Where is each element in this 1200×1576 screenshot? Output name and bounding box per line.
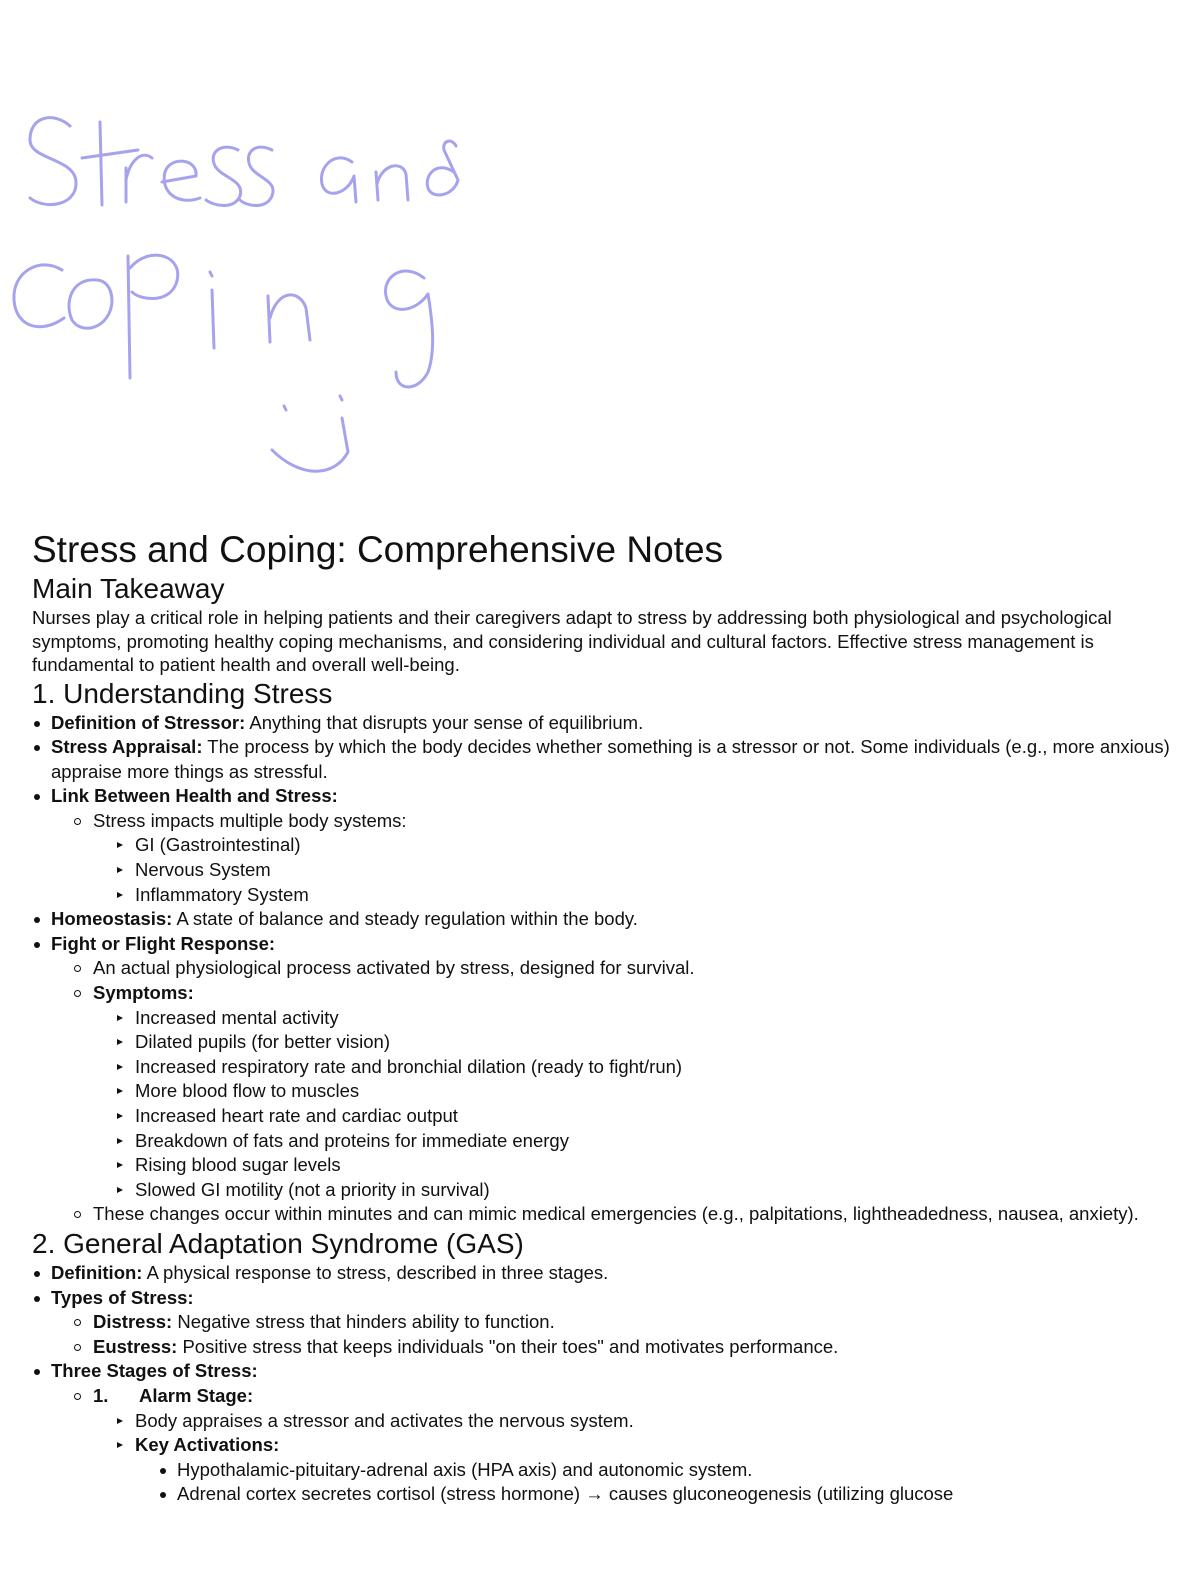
list-item [32, 735, 1172, 784]
types-label: Types of Stress: [51, 1286, 194, 1308]
list-item [32, 1359, 1172, 1507]
stressor-label: Definition of Stressor: [51, 711, 246, 733]
list-item [74, 1384, 1172, 1507]
document-title: Stress and Coping: Comprehensive Notes [32, 529, 724, 570]
symptoms-label: Symptoms: [93, 982, 194, 1004]
list-item [32, 932, 1172, 1227]
alarm-number: 1. [93, 1384, 109, 1406]
symptom-item: Breakdown of fats and proteins for immediate energy [116, 1129, 1172, 1154]
list-item [74, 809, 1172, 907]
list-item [74, 1335, 1172, 1360]
alarm-desc: Body appraises a stressor and activates the nervous system. [116, 1409, 1172, 1434]
appraisal-text: The process by which the body decides whether something is a stressor or not. Some individuals (e.g., more anxious) appraise more things as stressful. [51, 736, 1170, 782]
list-item [32, 784, 1172, 907]
handwritten-title-drawing [0, 0, 520, 500]
document-content [32, 528, 1172, 1507]
symptom-item: Increased heart rate and cardiac output [116, 1104, 1172, 1129]
homeostasis-label: Homeostasis: [51, 908, 173, 930]
distress-label: Distress: [93, 1311, 173, 1333]
stages-label: Three Stages of Stress: [51, 1360, 258, 1382]
fight-flight-desc: An actual physiological process activated by stress, designed for survival. [74, 956, 1172, 981]
main-takeaway-heading: Main Takeaway [32, 573, 225, 604]
stressor-text: Anything that disrupts your sense of equilibrium. [245, 711, 644, 733]
list-item [74, 981, 1172, 1202]
list-item [32, 711, 1172, 736]
system-item: Nervous System [116, 858, 1172, 883]
changes-text: These changes occur within minutes and can mimic medical emergencies (e.g., palpitations, lightheadedness, nausea, anxiety). [74, 1202, 1172, 1227]
appraisal-label: Stress Appraisal: [51, 736, 203, 758]
list-item [74, 1310, 1172, 1335]
symptom-item: Slowed GI motility (not a priority in survival) [116, 1178, 1172, 1203]
distress-text: Negative stress that hinders ability to function. [172, 1311, 555, 1333]
section-1-heading: 1. Understanding Stress [32, 677, 333, 709]
link-sub-text: Stress impacts multiple body systems: [93, 809, 407, 831]
symptom-item: Increased respiratory rate and bronchial dilation (ready to fight/run) [116, 1055, 1172, 1080]
list-item [32, 1261, 1172, 1286]
system-item: Inflammatory System [116, 883, 1172, 908]
link-label: Link Between Health and Stress: [51, 785, 338, 807]
definition-label: Definition: [51, 1261, 143, 1283]
list-item [116, 1433, 1172, 1507]
activation-item: Adrenal cortex secretes cortisol (stress hormone) → causes gluconeogenesis (utilizing glucose [158, 1482, 1172, 1507]
eustress-text: Positive stress that keeps individuals "on their toes" and motivates performance. [177, 1335, 839, 1357]
section-1-list [32, 711, 1172, 1227]
fight-flight-label: Fight or Flight Response: [51, 932, 276, 954]
symptom-item: More blood flow to muscles [116, 1079, 1172, 1104]
symptom-item: Dilated pupils (for better vision) [116, 1030, 1172, 1055]
section-2-heading: 2. General Adaptation Syndrome (GAS) [32, 1227, 524, 1259]
symptom-item: Rising blood sugar levels [116, 1153, 1172, 1178]
symptom-item: Increased mental activity [116, 1006, 1172, 1031]
main-takeaway-body: Nurses play a critical role in helping patients and their caregivers adapt to stress by addressing both physiological and psychological symptoms, promoting healthy coping mechanisms, and considering individual and cultural factors. Effective stress management is fundamental to patient health and overall well-being. [32, 607, 1112, 675]
list-item [32, 1286, 1172, 1360]
eustress-label: Eustress: [93, 1335, 178, 1357]
key-activations-label: Key Activations: [135, 1434, 280, 1456]
alarm-label: Alarm Stage: [139, 1384, 254, 1406]
activation-item: Hypothalamic-pituitary-adrenal axis (HPA axis) and autonomic system. [158, 1458, 1172, 1483]
list-item [32, 907, 1172, 932]
homeostasis-text: A state of balance and steady regulation within the body. [172, 908, 638, 930]
definition-text: A physical response to stress, described in three stages. [142, 1261, 609, 1283]
section-2-list [32, 1261, 1172, 1507]
system-item: GI (Gastrointestinal) [116, 833, 1172, 858]
